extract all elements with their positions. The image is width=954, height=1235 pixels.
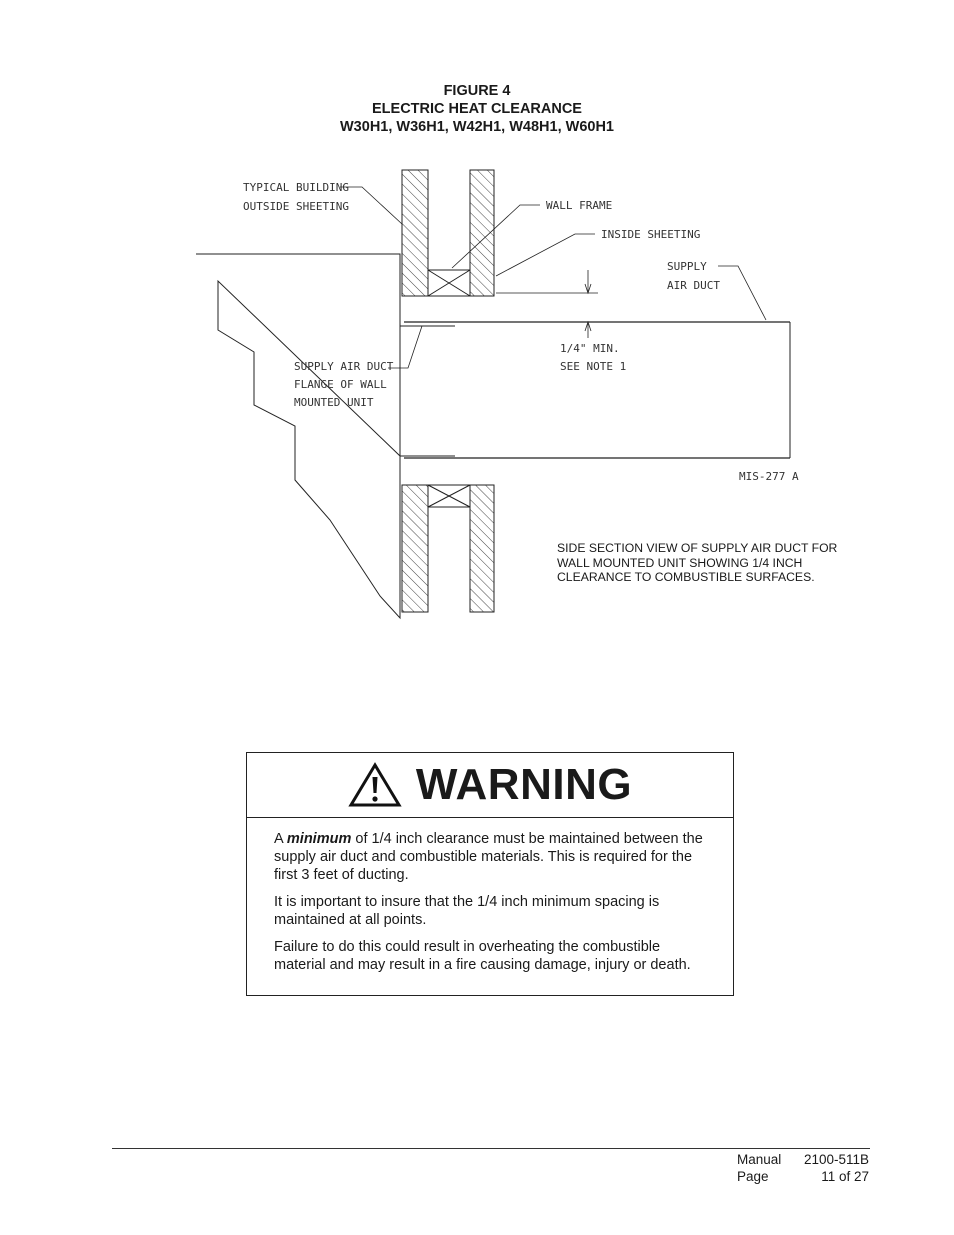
inside-sheeting-lower [470,485,494,612]
label-air-duct: AIR DUCT [667,279,720,292]
page-label: Page [737,1169,769,1184]
warning-header [247,753,733,818]
label-see-note: SEE NOTE 1 [560,360,627,373]
figure-number: FIGURE 4 [443,83,511,99]
figure-caption: SIDE SECTION VIEW OF SUPPLY AIR DUCT FOR WALL MOUNTED UNIT SHOWING 1/4 INCH CLEARANCE TO COMBUSTIBLE SURFACES. [557,541,838,584]
label-min: 1/4" MIN. [560,342,620,355]
outside-sheeting-upper [402,170,428,296]
page-footer [737,1151,869,1185]
manual-number: 2100-511B [803,1152,869,1167]
inside-sheeting-upper [470,170,494,296]
label-supply: SUPPLY [667,260,707,273]
warning-p1-pre: A [274,831,287,847]
warning-box [246,752,734,996]
label-flange-1: SUPPLY AIR DUCT [294,360,394,373]
warning-p1-emphasis: minimum [286,831,352,847]
warning-body [247,818,733,974]
warning-paragraph-2: It is important to insure that the 1/4 inch minimum spacing is maintained at all points. [274,894,660,928]
label-wall-frame: WALL FRAME [546,199,613,212]
label-typical-building: TYPICAL BUILDING [243,181,349,194]
label-flange-2: FLANGE OF WALL [294,378,387,391]
footer-divider [112,1148,870,1149]
warning-triangle-icon [348,762,402,808]
outside-sheeting-lower [402,485,428,612]
label-inside-sheeting: INSIDE SHEETING [601,228,701,241]
manual-label: Manual [737,1152,782,1167]
figure-heading: ELECTRIC HEAT CLEARANCE [372,101,582,117]
warning-paragraph-1 [274,830,713,884]
figure-models: W30H1, W36H1, W42H1, W48H1, W60H1 [340,119,614,135]
label-drawing-id: MIS-277 A [739,470,799,483]
warning-p1-post: of 1/4 inch clearance must be maintained between the supply air duct and combustible materials. This is required for the first 3 feet of ducting. [274,831,703,883]
page-number: 11 of 27 [821,1169,869,1184]
warning-paragraph-3: Failure to do this could result in overheating the combustible material and may result in a fire causing damage, injury or death. [274,939,691,973]
warning-title: WARNING [415,760,633,809]
label-outside-sheeting: OUTSIDE SHEETING [243,200,349,213]
label-flange-3: MOUNTED UNIT [294,396,374,409]
